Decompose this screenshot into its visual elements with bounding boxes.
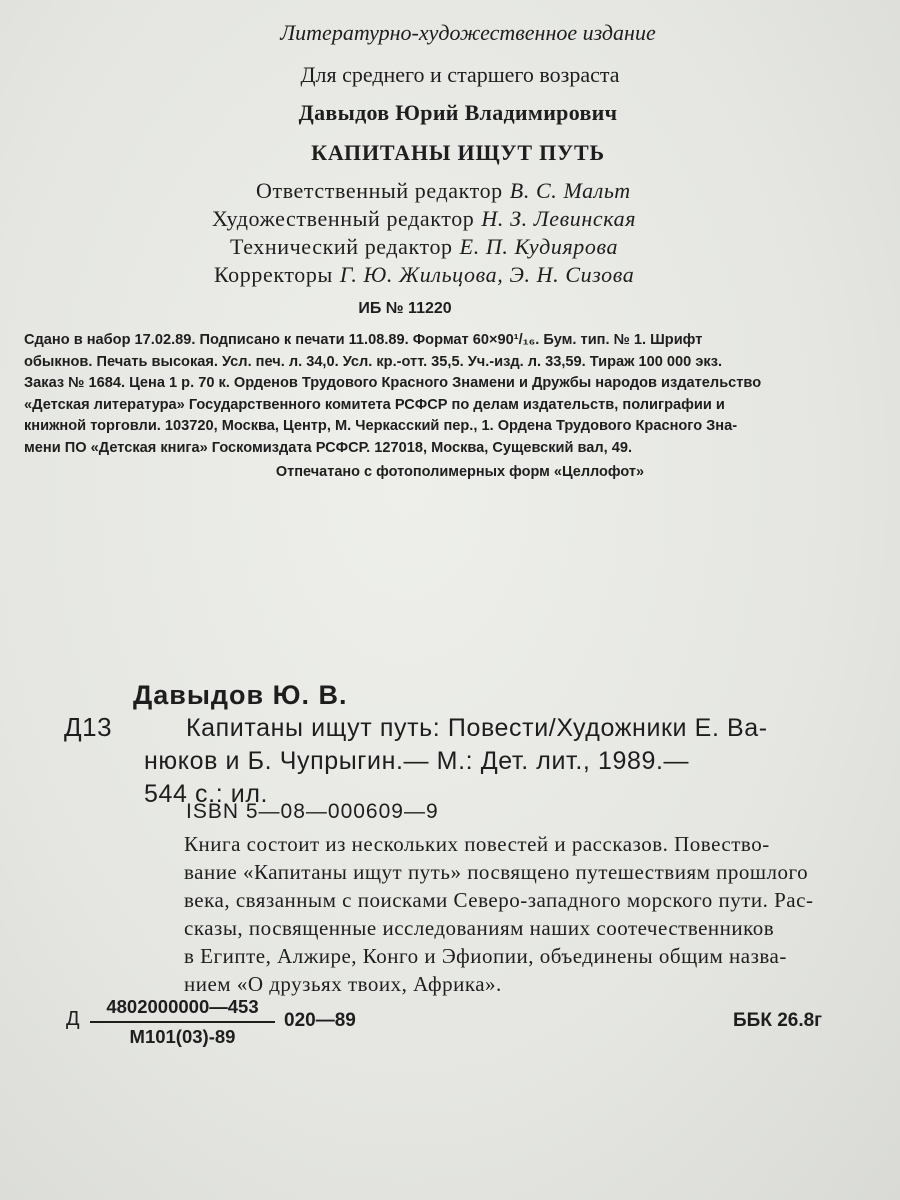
imprint-line: книжной торговли. 103720, Москва, Центр, М. Черкасский пер., 1. Ордена Трудового Красного Зна-	[24, 418, 738, 434]
annotation-line: вание «Капитаны ищут путь» посвящено путешествиям прошлого	[184, 860, 809, 884]
description-line: 544 с.: ил.	[144, 780, 269, 808]
annotation-line: нием «О друзьях твоих, Африка».	[184, 972, 502, 996]
index-suffix: 020—89	[284, 1010, 356, 1031]
credit-art-editor	[212, 206, 732, 234]
credit-responsible-editor	[212, 178, 732, 206]
credit-name: Г. Ю. Жильцова, Э. Н. Сизова	[339, 262, 635, 287]
age-group: Для среднего и старшего возраста	[300, 62, 620, 87]
ib-number: ИБ № 11220	[358, 300, 452, 317]
printed-note: Отпечатано с фотополимерных форм «Целлофот»	[275, 464, 645, 480]
catalog-card-description	[144, 712, 854, 811]
credit-technical-editor	[212, 234, 732, 262]
imprint-line: Заказ № 1684. Цена 1 р. 70 к. Орденов Трудового Красного Знамени и Дружбы народов издательство	[24, 375, 762, 391]
index-numerator: 4802000000—453	[106, 996, 259, 1017]
isbn: ISBN 5—08—000609—9	[186, 800, 439, 823]
annotation-line: сказы, посвященные исследованиям наших соотечественников	[184, 916, 775, 940]
credit-role: Корректоры	[214, 262, 333, 287]
catalog-card-author: Давыдов Ю. В.	[133, 680, 348, 710]
annotation-line: в Египте, Алжире, Конго и Эфиопии, объединены общим назва-	[184, 944, 787, 968]
index-fraction	[90, 996, 275, 1050]
author-full-name: Давыдов Юрий Владимирович	[298, 100, 618, 125]
bbk-code: ББК 26.8г	[733, 1010, 823, 1031]
credit-role: Технический редактор	[230, 234, 453, 259]
catalog-card-code: Д13	[64, 712, 113, 742]
credits-block	[212, 178, 732, 290]
description-line: нюков и Б. Чупрыгин.— М.: Дет. лит., 1989.—	[144, 747, 690, 775]
annotation-block	[184, 830, 852, 998]
index-denominator: М101(03)-89	[129, 1026, 236, 1047]
credit-name: В. С. Мальт	[509, 178, 631, 203]
imprint-line: Сдано в набор 17.02.89. Подписано к печати 11.08.89. Формат 60×90¹/₁₆. Бум. тип. № 1. Шрифт	[24, 332, 703, 348]
annotation-line: Книга состоит из нескольких повестей и рассказов. Повество-	[184, 832, 770, 856]
description-line: Капитаны ищут путь: Повести/Художники Е. Ва-	[186, 714, 768, 742]
book-title: КАПИТАНЫ ИЩУТ ПУТЬ	[311, 140, 605, 165]
edition-type: Литературно-художественное издание	[280, 20, 656, 45]
annotation-line: века, связанным с поисками Северо-западного морского пути. Рас-	[184, 888, 814, 912]
credit-role: Ответственный редактор	[256, 178, 503, 203]
imprint-line: обыкнов. Печать высокая. Усл. печ. л. 34,0. Усл. кр.-отт. 35,5. Уч.-изд. л. 33,59. Тираж 100 000 экз.	[24, 353, 723, 370]
credit-role: Художественный редактор	[212, 206, 475, 231]
credit-name: Е. П. Кудиярова	[459, 234, 619, 259]
imprint-line: «Детская литература» Государственного комитета РСФСР по делам издательств, полиграфии и	[24, 396, 725, 413]
index-prefix: Д	[66, 1008, 80, 1030]
imprint-line: мени ПО «Детская книга» Госкомиздата РСФСР. 127018, Москва, Сущевский вал, 49.	[24, 439, 633, 456]
credit-proofreaders	[212, 262, 732, 290]
imprint-block	[24, 330, 892, 459]
credit-name: Н. З. Левинская	[481, 206, 637, 231]
fraction-bar	[90, 1021, 275, 1023]
